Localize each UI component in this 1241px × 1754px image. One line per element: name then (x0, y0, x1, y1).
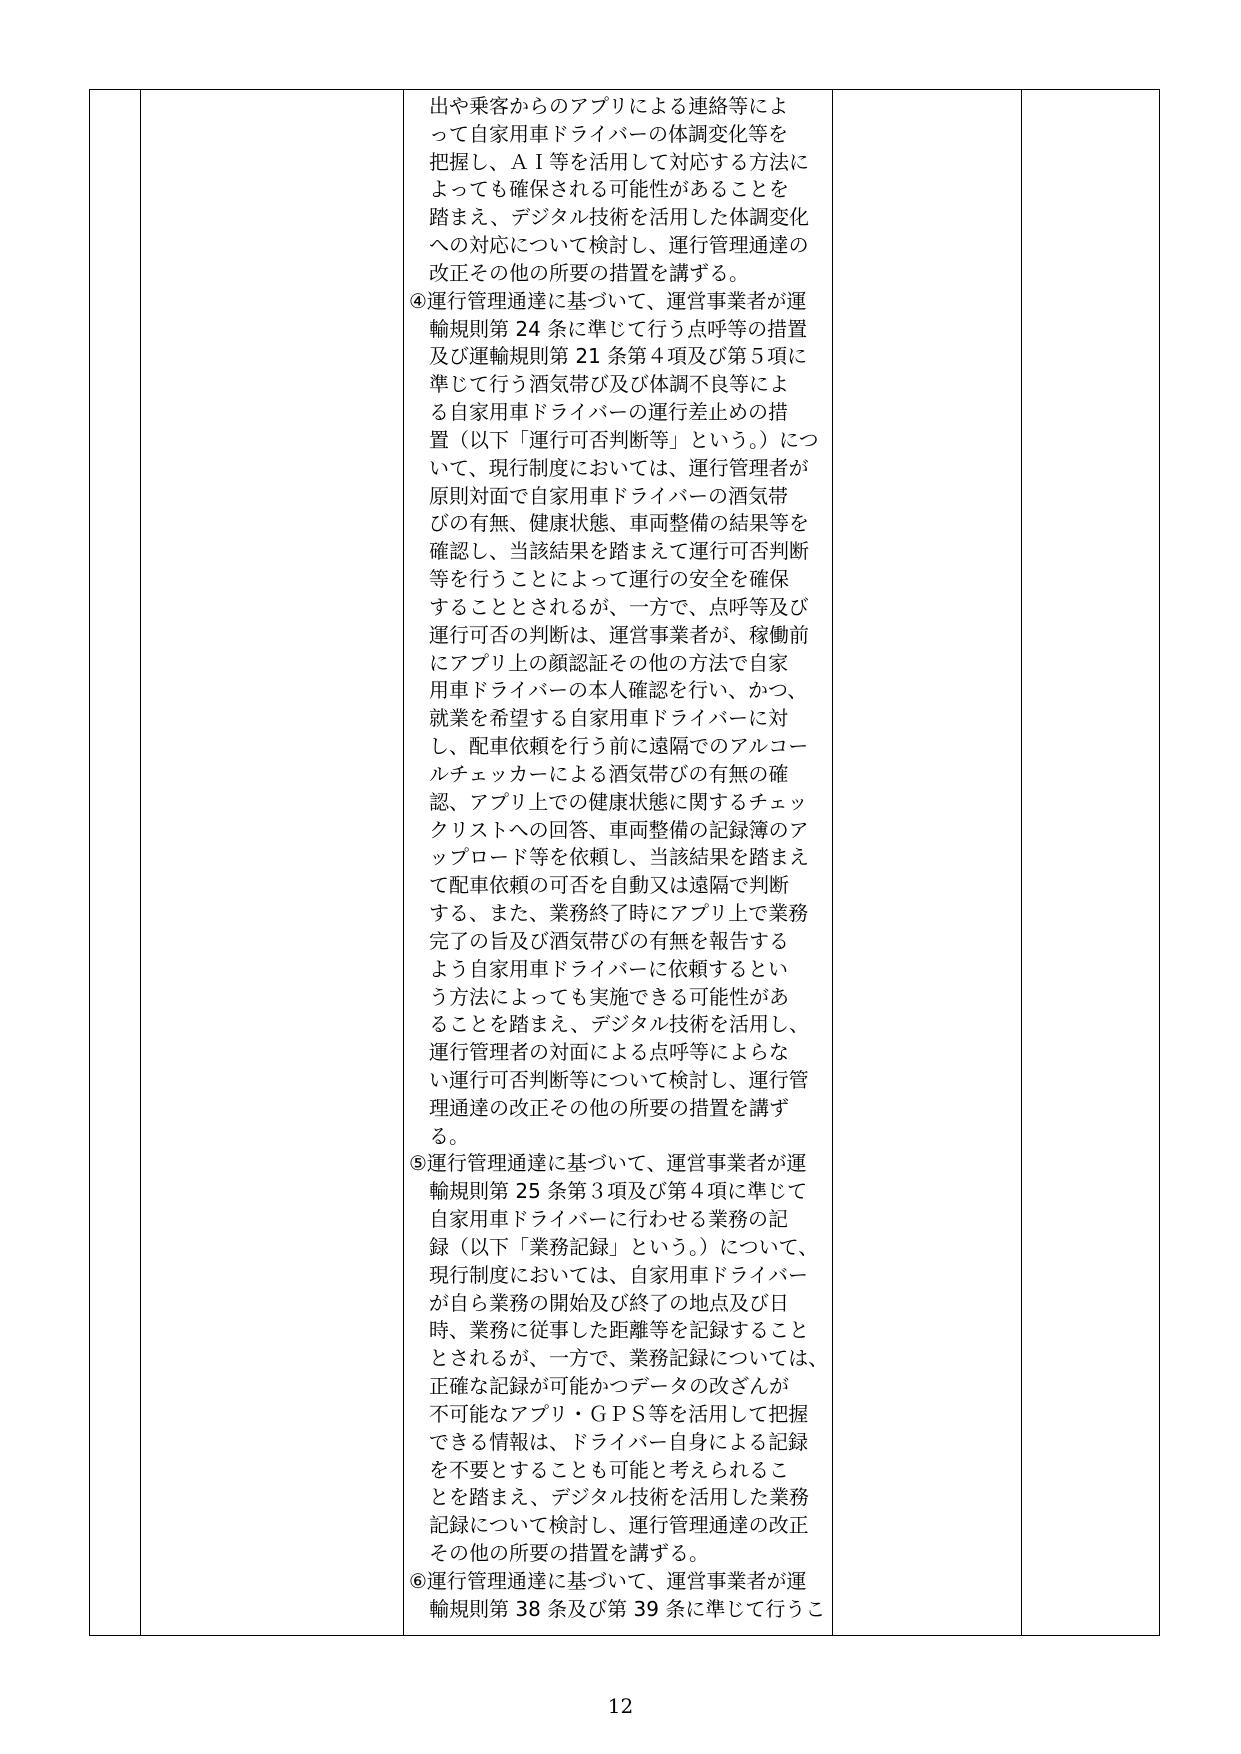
text-line: 輸規則第 25 条第３項及び第４項に準じて (429, 1179, 808, 1204)
text-line: 時、業務に従事した距離等を記録すること (429, 1318, 809, 1343)
text-line: 把握し、ＡＩ等を活用して対応する方法に (429, 149, 809, 174)
text-line: 改正その他の所要の措置を講ずる。 (429, 260, 749, 285)
table-column-5 (1022, 90, 1161, 1635)
text-line: する、また、業務終了時にアプリ上で業務 (429, 901, 809, 926)
text-line: できる情報は、ドライバー自身による記録 (429, 1429, 808, 1454)
text-line: 置（以下「運行可否判断等」という。）につ (429, 427, 819, 452)
text-line: その他の所要の措置を講ずる。 (429, 1541, 709, 1566)
text-line: への対応について検討し、運行管理通達の (429, 233, 809, 258)
text-line: 原則対面で自家用車ドライバーの酒気帯 (429, 483, 788, 508)
table-column-2 (141, 90, 404, 1635)
text-line: 等を行うことによって運行の安全を確保 (429, 567, 789, 592)
text-line: とを踏まえ、デジタル技術を活用した業務 (429, 1485, 809, 1510)
text-line: することとされるが、一方で、点呼等及び (429, 594, 809, 619)
text-line: 踏まえ、デジタル技術を活用した体調変化 (429, 205, 809, 230)
text-line: る。 (429, 1123, 469, 1148)
text-line: にアプリ上の顔認証その他の方法で自家 (429, 650, 789, 675)
text-line: 不可能なアプリ・ＧＰＳ等を活用して把握 (429, 1401, 809, 1426)
text-line: 輸規則第 38 条及び第 39 条に準じて行うこ (429, 1596, 826, 1621)
text-line: が自ら業務の開始及び終了の地点及び日 (429, 1290, 789, 1315)
text-line: いて、現行制度においては、運行管理者が (429, 455, 809, 480)
text-line: 認、アプリ上での健康状態に関するチェッ (429, 789, 808, 814)
table-column-3-body (404, 90, 833, 1635)
text-line: 自家用車ドライバーに行わせる業務の記 (429, 1207, 788, 1232)
text-line: る自家用車ドライバーの運行差止めの措 (429, 400, 788, 425)
text-line: 出や乗客からのアプリによる連絡等によ (429, 94, 789, 118)
text-line: 準じて行う酒気帯び及び体調不良等によ (429, 372, 789, 397)
text-line: 及び運輸規則第 21 条第４項及び第５項に (429, 344, 808, 369)
text-line: 正確な記録が可能かつデータの改ざんが (429, 1374, 789, 1399)
page-number: 12 (607, 1694, 634, 1718)
text-line: 完了の旨及び酒気帯びの有無を報告する (429, 928, 789, 953)
text-line: 就業を希望する自家用車ドライバーに対 (429, 706, 788, 731)
text-line: う方法によっても実施できる可能性があ (429, 984, 789, 1009)
text-line: し、配車依頼を行う前に遠隔でのアルコー (429, 734, 809, 759)
list-item-start: ⑥運行管理通達に基づいて、運営事業者が運 (409, 1568, 807, 1593)
text-line: びの有無、健康状態、車両整備の結果等を (429, 511, 809, 536)
text-line: ルチェッカーによる酒気帯びの有無の確 (429, 761, 789, 786)
text-line: い運行可否判断等について検討し、運行管 (429, 1067, 809, 1092)
text-line: 理通達の改正その他の所要の措置を講ず (429, 1095, 789, 1120)
text-line: とされるが、一方で、業務記録については、 (429, 1346, 829, 1371)
text-line: 記録について検討し、運行管理通達の改正 (429, 1513, 809, 1538)
text-line: 録（以下「業務記録」という。）について、 (429, 1234, 819, 1259)
text-line: 用車ドライバーの本人確認を行い、かつ、 (429, 678, 808, 703)
text-line: よう自家用車ドライバーに依頼するとい (429, 956, 788, 981)
body-text (409, 93, 829, 1624)
text-line: 輸規則第 24 条に準じて行う点呼等の措置 (429, 316, 808, 341)
text-line: 確認し、当該結果を踏まえて運行可否判断 (429, 539, 809, 564)
text-line: 現行制度においては、自家用車ドライバー (429, 1262, 808, 1287)
list-item-start: ④運行管理通達に基づいて、運営事業者が運 (409, 288, 807, 313)
text-line: 運行管理者の対面による点呼等によらな (429, 1040, 789, 1065)
text-line: て配車依頼の可否を自動又は遠隔で判断 (429, 873, 789, 898)
table-column-4 (833, 90, 1022, 1635)
table-column-1 (90, 90, 141, 1635)
text-line: ップロード等を依頼し、当該結果を踏まえ (429, 845, 809, 870)
text-line: を不要とすることも可能と考えられるこ (429, 1457, 789, 1482)
document-table (89, 89, 1160, 1636)
text-line: クリストへの回答、車両整備の記録簿のア (429, 817, 809, 842)
text-line: ることを踏まえ、デジタル技術を活用し、 (429, 1012, 809, 1037)
text-line: よっても確保される可能性があることを (429, 177, 789, 202)
text-line: って自家用車ドライバーの体調変化等を (429, 121, 788, 146)
list-item-start: ⑤運行管理通達に基づいて、運営事業者が運 (409, 1151, 807, 1176)
text-line: 運行可否の判断は、運営事業者が、稼働前 (429, 622, 809, 647)
